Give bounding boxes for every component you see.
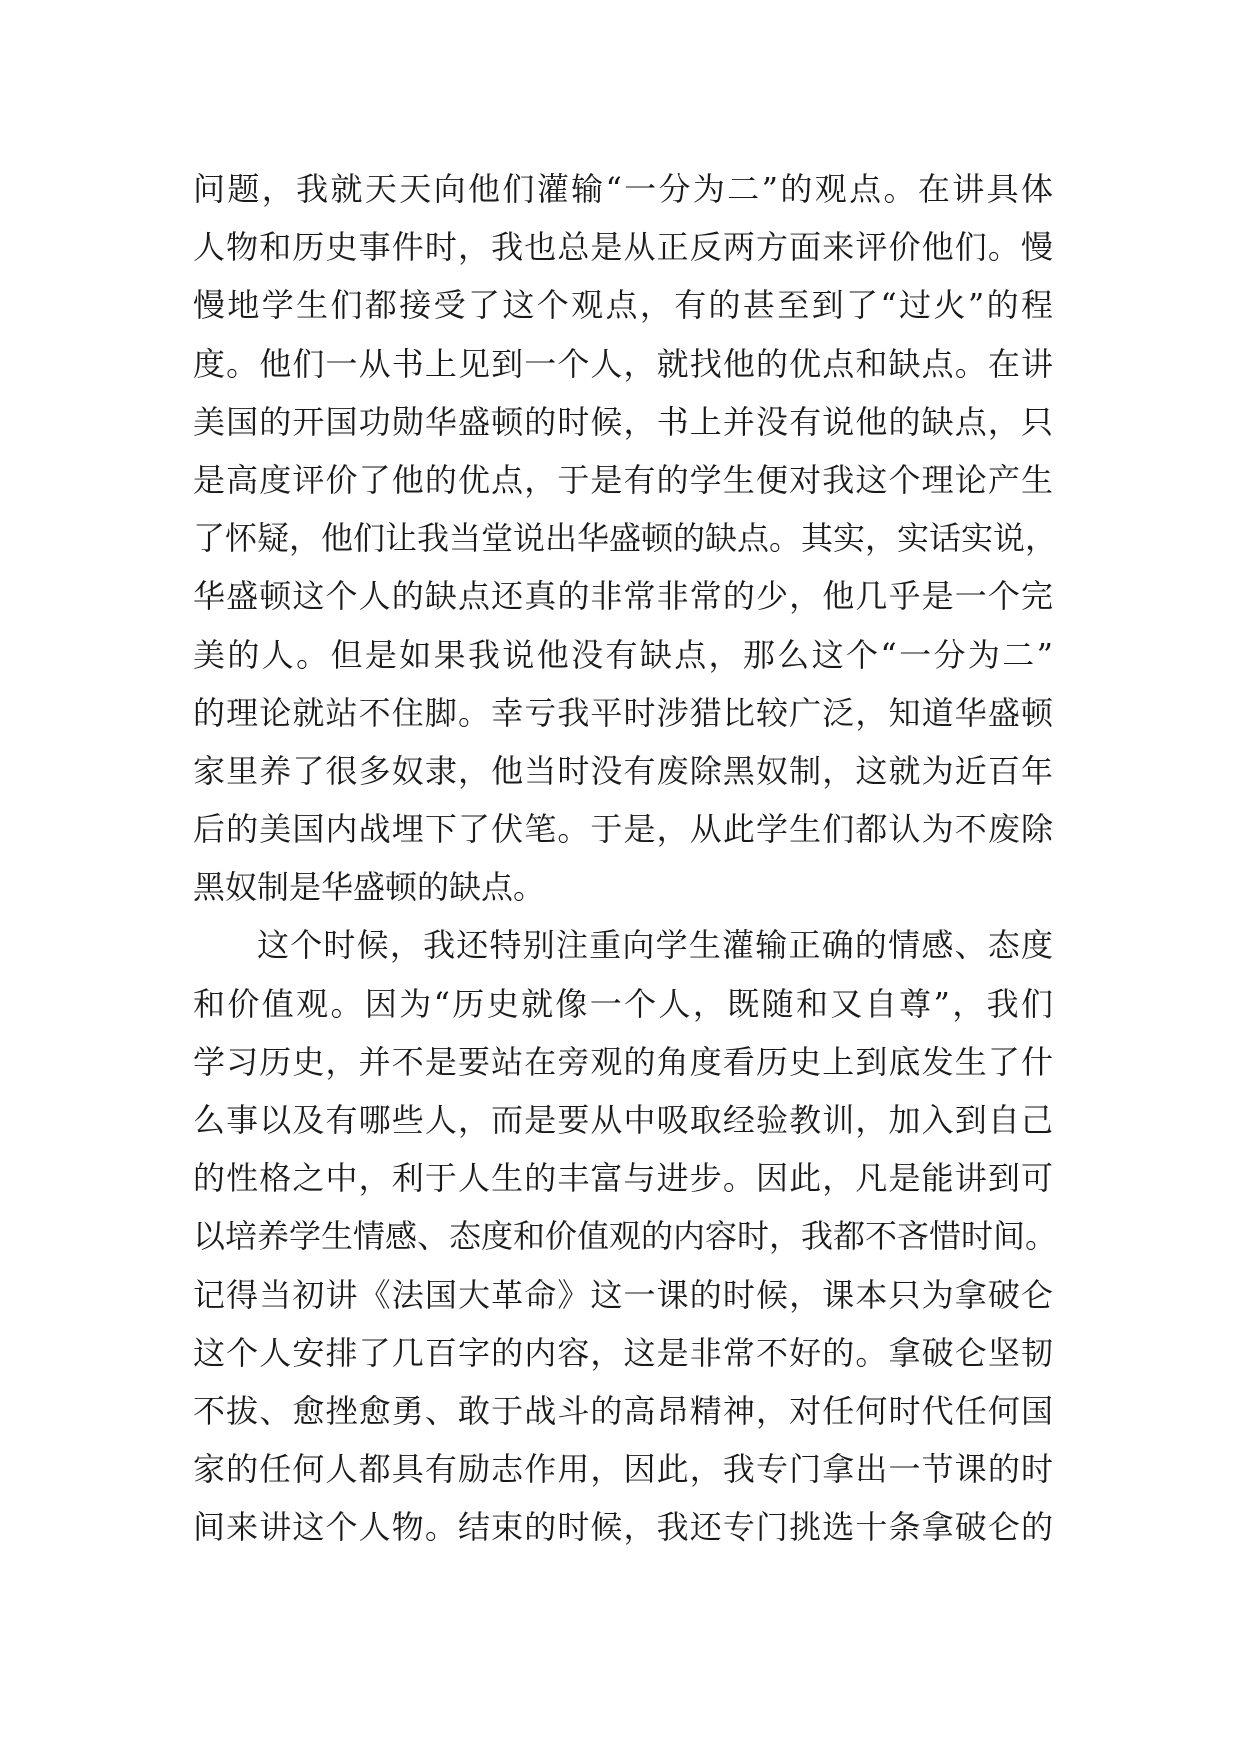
text-line: 黑奴制是华盛顿的缺点。 [193, 868, 546, 907]
text-line: 学习历史，并不是要站在旁观的角度看历史上到底发生了什 [193, 1042, 1053, 1081]
text-line: 的理论就站不住脚。幸亏我平时涉猎比较广泛，知道华盛顿 [193, 693, 1053, 732]
text-line: 是高度评价了他的优点，于是有的学生便对我这个理论产生 [193, 460, 1053, 499]
text-line: 度。他们一从书上见到一个人，就找他的优点和缺点。在讲 [193, 344, 1053, 383]
text-line: 和价值观。因为“历史就像一个人，既随和又自尊”，我们 [193, 984, 1053, 1023]
text-line: 的性格之中，利于人生的丰富与进步。因此，凡是能讲到可 [193, 1159, 1053, 1198]
text-line: 间来讲这个人物。结束的时候，我还专门挑选十条拿破仑的 [193, 1508, 1053, 1547]
body-text [193, 160, 1058, 1557]
paragraph [193, 160, 1058, 916]
text-line: 问题，我就天天向他们灌输“一分为二”的观点。在讲具体 [193, 170, 1053, 208]
text-line: 了怀疑，他们让我当堂说出华盛顿的缺点。其实，实话实说， [193, 519, 1058, 558]
text-line: 不拔、愈挫愈勇、敢于战斗的高昂精神，对任何时代任何国 [193, 1391, 1053, 1430]
text-line: 慢地学生们都接受了这个观点，有的甚至到了“过火”的程 [193, 286, 1053, 325]
text-line: 华盛顿这个人的缺点还真的非常非常的少，他几乎是一个完 [193, 577, 1053, 616]
text-line: 美国的开国功勋华盛顿的时候，书上并没有说他的缺点，只 [193, 402, 1053, 441]
text-line: 么事以及有哪些人，而是要从中吸取经验教训，加入到自己 [193, 1101, 1053, 1139]
text-line: 人物和历史事件时，我也总是从正反两方面来评价他们。慢 [193, 228, 1053, 267]
text-line: 记得当初讲《法国大革命》这一课的时候，课本只为拿破仑 [193, 1275, 1053, 1314]
text-line: 以培养学生情感、态度和价值观的内容时，我都不吝惜时间。 [193, 1217, 1058, 1256]
text-line: 美的人。但是如果我说他没有缺点，那么这个“一分为二” [193, 635, 1053, 674]
text-line: 家里养了很多奴隶，他当时没有废除黑奴制，这就为近百年 [193, 751, 1053, 790]
paragraph [193, 916, 1058, 1556]
text-line: 家的任何人都具有励志作用，因此，我专门拿出一节课的时 [193, 1450, 1053, 1489]
text-line: 这个人安排了几百字的内容，这是非常不好的。拿破仑坚韧 [193, 1333, 1053, 1372]
text-line: 这个时候，我还特别注重向学生灌输正确的情感、态度 [257, 926, 1053, 965]
text-line: 后的美国内战埋下了伏笔。于是，从此学生们都认为不废除 [193, 810, 1053, 849]
